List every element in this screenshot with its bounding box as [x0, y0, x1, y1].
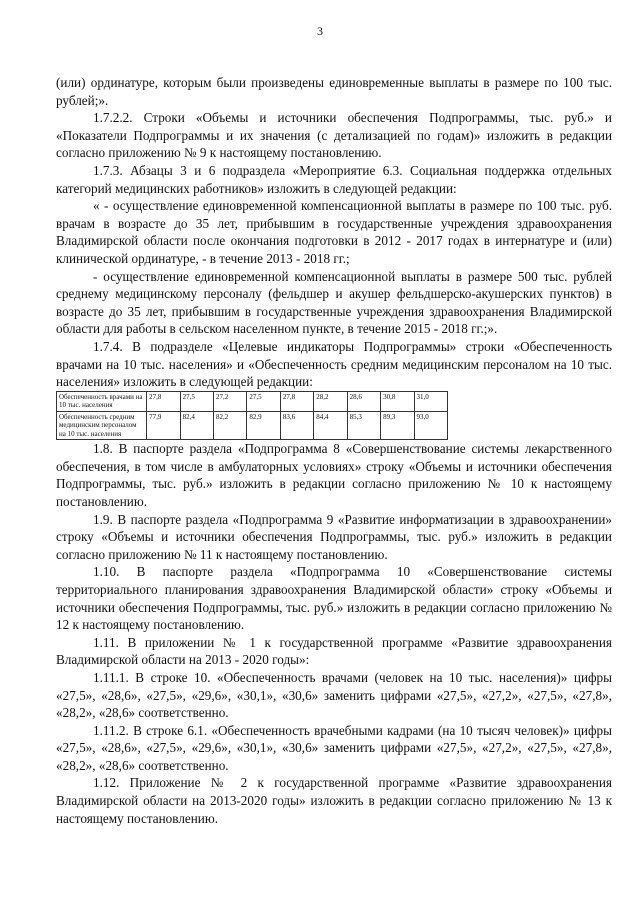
- paragraph: 1.11.2. В строке 6.1. «Обеспеченность врачебными кадрами (на 10 тысяч человек)» цифры «27,5», «28,6», «27,5», «29,6», «30,1», «30,6» заменить цифрами «27,5», «27,2», «27,5», «27,8», «28,2», «28,6» соответственно.: [56, 722, 612, 773]
- paragraph: 1.7.3. Абзацы 3 и 6 подраздела «Мероприятие 6.3. Социальная поддержка отдельных категорий медицинских работников» изложить в следующей редакции:: [56, 162, 612, 196]
- paragraph: 1.10. В паспорте раздела «Подпрограмма 10 «Совершенствование системы территориального планирования здравоохранения Владимирской области» строку «Объемы и источники обеспечения Подпрограммы, тыс. руб.» изложить в редакции согласно приложению № 12 к настоящему постановлению.: [56, 564, 612, 633]
- paragraph: 1.7.2.2. Строки «Объемы и источники обеспечения Подпрограммы, тыс. руб.» и «Показатели Подпрограммы и их значения (с детализацией по годам)» изложить в редакции согласно приложению № 9 к настоящему постановлению.: [56, 110, 612, 161]
- paragraph: 1.9. В паспорте раздела «Подпрограмма 9 «Развитие информатизации в здравоохранении» строку «Объемы и источники обеспечения Подпрограммы, тыс. руб.» изложить в редакции согласно приложению № 11 к настоящему постановлению.: [56, 511, 612, 562]
- table-cell: 28,2: [314, 391, 347, 411]
- paragraph: 1.11.1. В строке 10. «Обеспеченность врачами (человек на 10 тыс. населения)» цифры «27,5», «28,6», «27,5», «29,6», «30,1», «30,6» заменить цифрами «27,5», «27,2», «27,5», «27,8», «28,2», «28,6» соответственно.: [56, 669, 612, 721]
- table-cell: 83,6: [280, 411, 313, 440]
- table-cell: 82,2: [213, 411, 246, 440]
- paragraph: - осуществление единовременной компенсационной выплаты в размере 500 тыс. рублей среднему медицинскому персоналу (фельдшер и акушер фельдшерско-акушерских пунктов) в возрасте до 35 лет, прибывшим в государственные учреждения здравоохранения Владимирской области для работы в сельском населенном пункте, в течение 2015 - 2018 гг.;».: [56, 268, 612, 337]
- table-cell: 31,0: [414, 391, 447, 411]
- table-cell: 89,3: [381, 411, 414, 440]
- table-cell: 84,4: [314, 411, 347, 440]
- table-cell: 30,8: [381, 391, 414, 411]
- table-row: [57, 411, 448, 440]
- paragraph: (или) ординатуре, которым были произведены единовременные выплаты в размере по 100 тыс. рублей;».: [56, 75, 612, 108]
- table-cell: 27,2: [213, 391, 246, 411]
- document-body: [56, 74, 612, 827]
- table-cell: 27,5: [247, 391, 280, 411]
- table-cell: 82,9: [247, 411, 280, 440]
- table-cell: 82,4: [180, 411, 213, 440]
- table-cell: 28,6: [347, 391, 380, 411]
- table-cell: 85,3: [347, 411, 380, 440]
- paragraph: 1.12. Приложение № 2 к государственной программе «Развитие здравоохранения Владимирской области на 2013-2020 годы» изложить в редакции согласно приложению № 13 к настоящему постановлению.: [56, 775, 612, 826]
- paragraph: 1.8. В паспорте раздела «Подпрограмма 8 «Совершенствование системы лекарственного обеспечения, в том числе в амбулаторных условиях» строку «Объемы и источники обеспечения Подпрограммы, тыс. руб.» изложить в редакции согласно приложению № 10 к настоящему постановлению.: [56, 441, 612, 509]
- table-row: [57, 391, 448, 411]
- indicators-table: [56, 391, 448, 441]
- page-number: 3: [317, 24, 323, 38]
- paragraph: 1.11. В приложении № 1 к государственной программе «Развитие здравоохранения Владимирской области на 2013 - 2020 годы»:: [56, 634, 612, 668]
- table-row-label: Обеспеченность средним медицинским персоналом на 10 тыс. населения: [57, 411, 147, 440]
- table-cell: 93,0: [414, 411, 447, 440]
- table-cell: 27,8: [280, 391, 313, 411]
- paragraph: « - осуществление единовременной компенсационной выплаты в размере по 100 тыс. руб. врачам в возрасте до 35 лет, прибывшим в государственные учреждения здравоохранения Владимирской области после окончания подготовки в 2012 - 2017 годах в интернатуре и (или) клинической ординатуре, - в течение 2013 - 2018 гг.;: [56, 198, 612, 266]
- table-cell: 77,9: [147, 411, 180, 440]
- table-row-label: Обеспеченность врачами на 10 тыс. населения: [57, 391, 147, 411]
- table-cell: 27,5: [180, 391, 213, 411]
- paragraph: 1.7.4. В подразделе «Целевые индикаторы Подпрограммы» строки «Обеспеченность врачами на 10 тыс. населения» и «Обеспеченность средним медицинским персоналом на 10 тыс. населения» изложить в следующей редакции:: [56, 338, 612, 390]
- table-cell: 27,8: [147, 391, 180, 411]
